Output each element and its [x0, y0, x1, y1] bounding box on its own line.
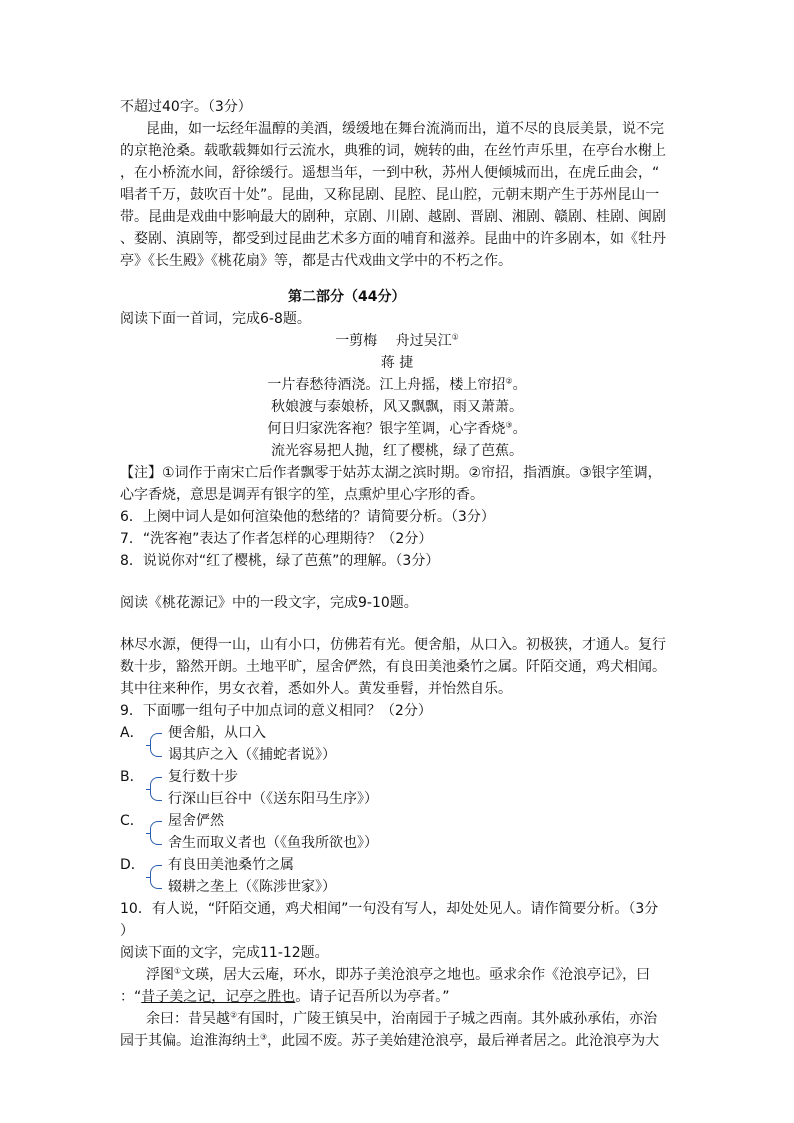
option-line: 辍耕之垄上（《陈涉世家》） [168, 879, 336, 895]
passage-line: 余曰：昔吴越②有国时，广陵王镇吴中，治南园于子城之西南。其外戚孙承佑，亦治 [146, 1010, 658, 1027]
footnote-mark: ② [505, 376, 513, 386]
option-line: 谒其庐之入（《捕蛇者说》） [168, 747, 336, 763]
brace-icon [150, 733, 162, 757]
question-10-end: ） [120, 923, 134, 939]
option-line: 行深山巨谷中（《送东阳马生序》） [168, 791, 378, 807]
passage-line: ：“昔子美之记，记亭之胜也。请子记吾所以为亭者。” [120, 989, 450, 1005]
question-9: 9．下面哪一组句子中加点词的意义相同？（2分） [120, 703, 432, 719]
poem-line: 秋娘渡与泰娘桥，风又飘飘，雨又萧萧。 [271, 399, 523, 415]
brace-icon [150, 865, 162, 889]
passage-line: 浮图①文瑛，居大云庵，环水，即苏子美沧浪亭之地也。亟求余作《沧浪亭记》，曰 [146, 966, 651, 983]
annotation-line: 【注】①词作于南宋亡后作者飘零于姑苏太湖之滨时期。②帘招，指酒旗。③银字笙调， [120, 465, 662, 481]
question-6: 6．上阕中词人是如何渲染他的愁绪的？请简要分析。（3分） [120, 509, 495, 525]
poem-title: 一剪梅 舟过吴江① [335, 332, 459, 349]
paragraph-line: 带。昆曲是戏曲中影响最大的剧种，京剧、川剧、越剧、晋剧、湘剧、赣剧、桂剧、闽剧 [120, 209, 666, 225]
option-line: 屋舍俨然 [168, 813, 224, 829]
poem-line: 流光容易把人抛，红了樱桃，绿了芭蕉。 [271, 443, 523, 459]
footnote-mark: ③ [260, 1032, 268, 1042]
poem-line: 何日归家洗客袍？银字笙调，心字香烧③。 [267, 420, 527, 437]
underlined-quote: 昔子美之记，记亭之胜也 [141, 989, 296, 1005]
paragraph-line: 、婺剧、滇剧等，都受到过昆曲艺术多方面的哺育和滋养。昆曲中的许多剧本，如《牡丹 [120, 231, 666, 247]
instruction-text: 阅读下面的文字，完成11-12题。 [120, 945, 329, 961]
passage-line: 其中往来种作，男女衣着，悉如外人。黄发垂髫，并怡然自乐。 [120, 681, 512, 697]
section-heading: 第二部分（44分） [288, 289, 406, 305]
brace-icon [150, 821, 162, 845]
option-line: 舍生而取义者也（《鱼我所欲也》） [168, 835, 378, 851]
question-10: 10．有人说，“阡陌交通，鸡犬相闻”一句没有写人，却处处见人。请作简要分析。（3分 [120, 901, 659, 917]
poem-line: 一片春愁待酒浇。江上舟摇，楼上帘招②。 [267, 376, 527, 393]
annotation-line: 心字香烧，意思是调弄有银字的笙，点熏炉里心字形的香。 [120, 487, 484, 503]
paragraph-line: 亭》《长生殿》《桃花扇》等，都是古代戏曲文学中的不朽之作。 [120, 253, 512, 269]
paragraph-line: 的京艳沧桑。载歌载舞如行云流水，典雅的词，婉转的曲，在丝竹声乐里，在亭台水榭上 [120, 143, 666, 159]
footnote-mark: ② [230, 1010, 238, 1020]
passage-line: 林尽水源，便得一山，山有小口，仿佛若有光。便舍船，从口入。初极狭，才通人。复行 [120, 637, 666, 653]
brace-icon [150, 777, 162, 801]
option-line: 复行数十步 [168, 769, 238, 785]
paragraph-line: ，在小桥流水间，舒徐缓行。遥想当年，一到中秋，苏州人便倾城而出，在虎丘曲会，“ [120, 165, 660, 181]
paragraph-line: 唱者千万，鼓吹百十处”。昆曲，又称昆剧、昆腔、昆山腔，元朝末期产生于苏州昆山一 [120, 187, 660, 203]
instruction-text: 阅读下面一首词，完成6-8题。 [120, 311, 311, 327]
instruction-text: 阅读《桃花源记》中的一段文字，完成9-10题。 [120, 595, 418, 611]
option-label: C． [120, 813, 144, 829]
footnote-mark: ① [174, 966, 182, 976]
passage-line: 数十步，豁然开朗。土地平旷，屋舍俨然，有良田美池桑竹之属。阡陌交通，鸡犬相闻。 [120, 659, 666, 675]
intro-first-line: 不超过40字。（3分） [120, 99, 252, 115]
question-7: 7．“洗客袍”表达了作者怎样的心理期待？（2分） [120, 531, 433, 547]
option-line: 有良田美池桑竹之属 [168, 857, 294, 873]
paragraph-line: 昆曲，如一坛经年温醇的美酒，缓缓地在舞台流淌而出，道不尽的良辰美景，说不完 [146, 121, 664, 137]
question-8: 8．说说你对“红了樱桃，绿了芭蕉”的理解。（3分） [120, 553, 440, 569]
passage-line: 园于其偏。迨淮海纳土③，此园不废。苏子美始建沧浪亭，最后禅者居之。此沧浪亭为大 [120, 1032, 660, 1049]
option-line: 便舍船，从口入 [168, 725, 266, 741]
footnote-mark: ① [451, 332, 459, 342]
option-label: D． [120, 857, 145, 873]
poem-author: 蒋 捷 [380, 355, 414, 371]
footnote-mark: ③ [505, 420, 513, 430]
option-label: B． [120, 769, 144, 785]
option-label: A． [120, 725, 144, 741]
